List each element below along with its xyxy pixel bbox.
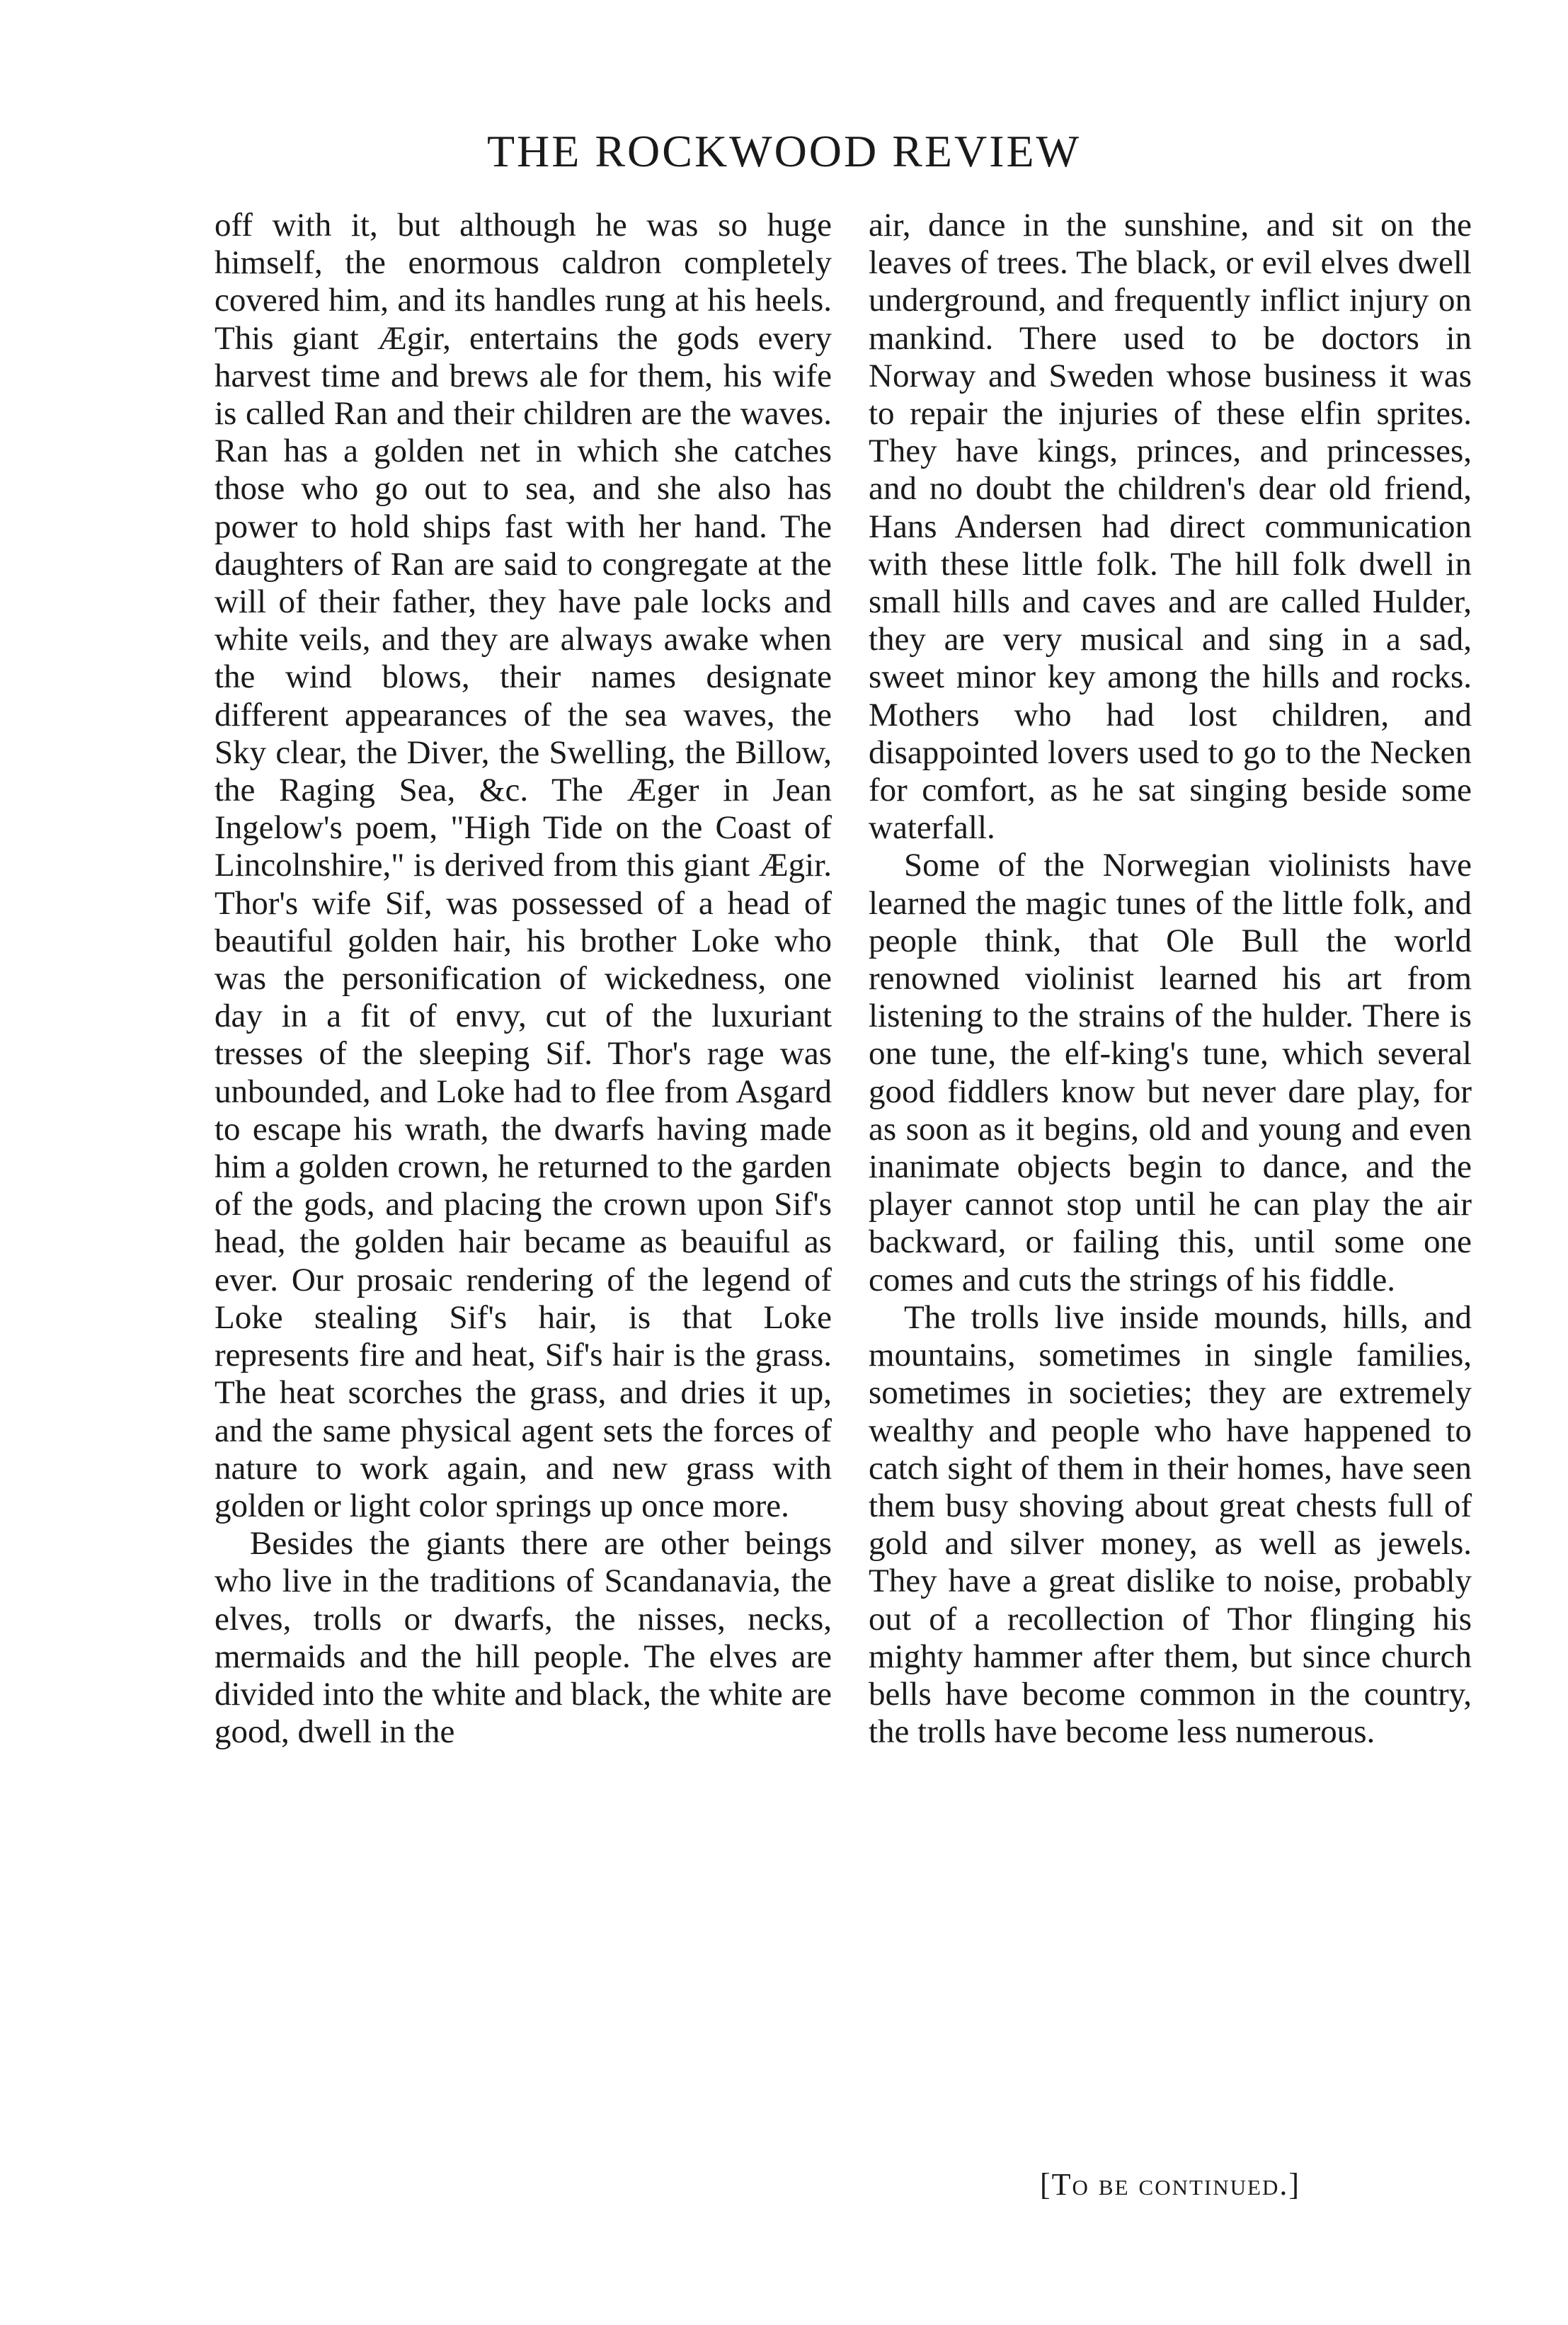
right-text-column [869, 207, 1472, 1751]
right-paragraph-2: Some of the Norwegian violinists have learned the magic tunes of the little folk, and people think, that Ole Bull the world renowned violinist learned his art from listening to the strains of the hulder. There is one tune, the elf-king's tune, which several good fiddlers know but never dare play, for as soon as it begins, old and young and even inanimate objects begin to dance, and the player cannot stop until he can play the air backward, or failing this, until some one comes and cuts the strings of his fiddle. [869, 847, 1472, 1298]
left-paragraph-1: off with it, but although he was so huge himself, the enormous caldron completely covered him, and its handles rung at his heels. This giant Ægir, entertains the gods every harvest time and brews ale for them, his wife is called Ran and their children are the waves. Ran has a golden net in which she catches those who go out to sea, and she also has power to hold ships fast with her hand. The daughters of Ran are said to congregate at the will of their father, they have pale locks and white veils, and they are always awake when the wind blows, their names designate different appearances of the sea waves, the Sky clear, the Diver, the Swelling, the Billow, the Raging Sea, &c. The Æger in Jean Ingelow's poem, "High Tide on the Coast of Lincolnshire," is derived from this giant Ægir. Thor's wife Sif, was possessed of a head of beautiful golden hair, his brother Loke who was the personification of wickedness, one day in a fit of envy, cut of the luxuriant tresses of the sleeping Sif. Thor's rage was unbounded, and Loke had to flee from Asgard to escape his wrath, the dwarfs having made him a golden crown, he returned to the garden of the gods, and placing the crown upon Sif's head, the golden hair became as beauiful as ever. Our prosaic rendering of the legend of Loke stealing Sif's hair, is that Loke represents fire and heat, Sif's hair is the grass. The heat scorches the grass, and dries it up, and the same physical agent sets the forces of nature to work again, and new grass with golden or light color springs up once more. [214, 207, 832, 1524]
to-be-continued-note: [To be continued.] [1040, 2167, 1300, 2202]
right-paragraph-3: The trolls live inside mounds, hills, and mountains, sometimes in single families, sometimes in societies; they are extremely wealthy and people who have happened to catch sight of them in their homes, have seen them busy shoving about great chests full of gold and silver money, as well as jewels. They have a great dislike to noise, probably out of a recollection of Thor flinging his mighty hammer after them, but since church bells have become common in the country, the trolls have become less numerous. [869, 1298, 1472, 1751]
right-paragraph-1: air, dance in the sunshine, and sit on the leaves of trees. The black, or evil elves dwell underground, and frequently inflict injury on mankind. There used to be doctors in Norway and Sweden whose business it was to repair the injuries of these elfin sprites. They have kings, princes, and princesses, and no doubt the children's dear old friend, Hans Andersen had direct communication with these little folk. The hill folk dwell in small hills and caves and are called Hulder, they are very musical and sing in a sad, sweet minor key among the hills and rocks. Mothers who had lost children, and disappointed lovers used to go to the Necken for comfort, as he sat singing beside some waterfall. [869, 207, 1472, 847]
page-running-title: THE ROCKWOOD REVIEW [486, 126, 1082, 176]
left-text-column [214, 207, 832, 1751]
left-paragraph-2: Besides the giants there are other beings who live in the traditions of Scandanavia, the elves, trolls or dwarfs, the nisses, necks, mermaids and the hill people. The elves are divided into the white and black, the white are good, dwell in the [214, 1525, 832, 1751]
